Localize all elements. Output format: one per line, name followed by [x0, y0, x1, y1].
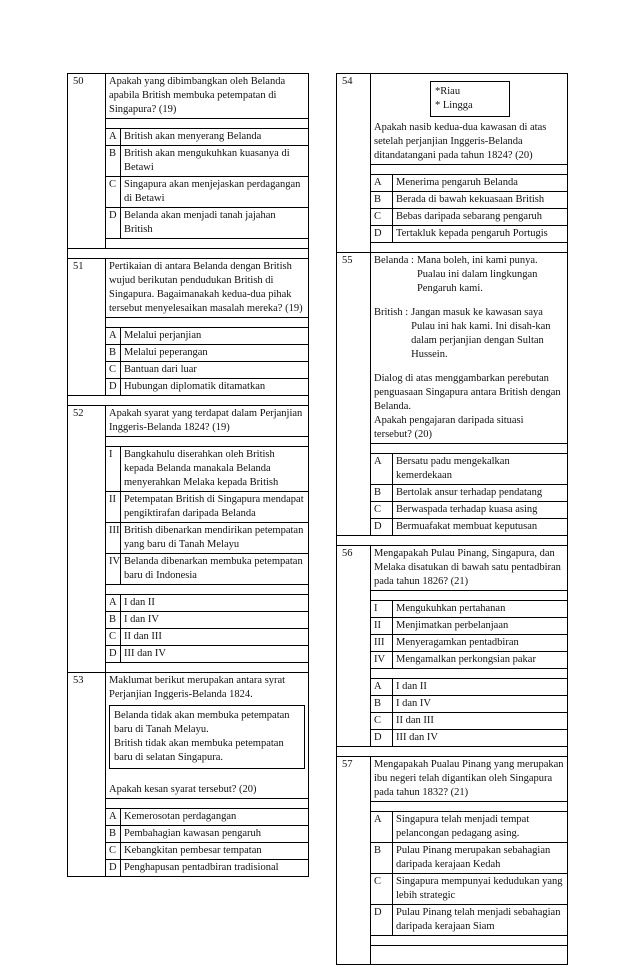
info-box [109, 705, 305, 769]
info-box-line: *Riau [435, 86, 461, 97]
option-text: Bebas daripada sebarang pengaruh [393, 209, 568, 226]
option-letter: C [106, 629, 121, 646]
option-row[interactable] [337, 874, 568, 905]
statement-row [337, 635, 568, 652]
separator-row [337, 536, 568, 546]
dialog-line [374, 306, 564, 362]
right-question-table [336, 73, 568, 965]
option-row[interactable] [337, 679, 568, 696]
question-stem-block [106, 673, 309, 799]
question-57-row [337, 757, 568, 802]
option-text: II dan III [121, 629, 309, 646]
question-prompt: Apakah kesan syarat tersebut? (20) [109, 784, 257, 795]
question-number: 53 [68, 673, 106, 877]
option-text: Belanda akan menjadi tanah jajahan British [121, 208, 309, 239]
left-question-column [67, 73, 309, 877]
option-letter: A [106, 809, 121, 826]
option-text: I dan II [393, 679, 568, 696]
statement-text: Mengamalkan perkongsian pakar [393, 652, 568, 669]
spacer-row [106, 799, 309, 809]
statement-row [337, 618, 568, 635]
option-letter: C [106, 362, 121, 379]
option-letter: C [371, 874, 393, 905]
spacer-row [106, 239, 309, 249]
option-text: II dan III [393, 713, 568, 730]
option-text: I dan IV [121, 612, 309, 629]
question-stem: Maklumat berikut merupakan antara syrat Perjanjian Inggeris-Belanda 1824. [109, 675, 286, 700]
option-text: Bertolak ansur terhadap pendatang [393, 485, 568, 502]
separator-row [337, 747, 568, 757]
statement-numeral: III [106, 523, 121, 554]
option-text: Pembahagian kawasan pengaruh [121, 826, 309, 843]
option-text: I dan IV [393, 696, 568, 713]
option-row[interactable] [337, 226, 568, 243]
question-number: 50 [68, 74, 106, 249]
info-box-line: British tidak akan membuka petempatan baru di selatan Singapura. [114, 738, 284, 763]
statement-text: Menyeragamkan pentadbiran [393, 635, 568, 652]
option-letter: B [106, 146, 121, 177]
option-letter: D [371, 519, 393, 536]
question-stem-block [371, 74, 568, 165]
option-letter: C [371, 209, 393, 226]
spacer-row [371, 591, 568, 601]
question-stem: Mengapakah Pulau Pinang, Singapura, dan Melaka disatukan di bawah satu pentadbiran pada tahun 1826? (21) [371, 546, 568, 591]
question-52-row [68, 406, 309, 437]
option-text: Tertakluk kepada pengaruh Portugis [393, 226, 568, 243]
option-letter: D [371, 730, 393, 747]
question-prompt: Apakah pengajaran daripada situasi tersebut? (20) [374, 415, 524, 440]
option-text: Singapura akan menjejaskan perdagangan di Betawi [121, 177, 309, 208]
option-row[interactable] [337, 209, 568, 226]
dialog-speech: Jangan masuk ke kawasan saya Pulau ini hak kami. Ini disah-kan dalam perjanjian dengan Sultan Hussein. [411, 307, 551, 360]
option-text: Pulau Pinang merupakan sebahagian daripada kerajaan Kedah [393, 843, 568, 874]
option-letter: A [371, 679, 393, 696]
info-box-line: Belanda tidak akan membuka petempatan baru di Tanah Melayu. [114, 710, 290, 735]
option-text: III dan IV [121, 646, 309, 663]
option-letter: C [106, 177, 121, 208]
option-letter: D [106, 208, 121, 239]
option-letter: B [371, 192, 393, 209]
option-text: III dan IV [393, 730, 568, 747]
option-letter: B [371, 485, 393, 502]
option-letter: A [371, 175, 393, 192]
option-text: Bersatu padu mengekalkan kemerdekaan [393, 454, 568, 485]
option-text: Bermuafakat membuat keputusan [393, 519, 568, 536]
info-box-line: * Lingga [435, 100, 473, 111]
option-text: Melalui perjanjian [121, 328, 309, 345]
option-text: Melalui peperangan [121, 345, 309, 362]
option-letter: C [106, 843, 121, 860]
separator-row [68, 396, 309, 406]
option-row[interactable] [337, 502, 568, 519]
option-letter: D [106, 860, 121, 877]
statement-text: Mengukuhkan pertahanan [393, 601, 568, 618]
option-letter: C [371, 502, 393, 519]
separator-row [68, 249, 309, 259]
statement-numeral: III [371, 635, 393, 652]
statement-text: British dibenarkan mendirikan petempatan yang baru di Tanah Melayu [121, 523, 309, 554]
statement-row [337, 652, 568, 669]
option-letter: A [371, 812, 393, 843]
option-row[interactable] [337, 519, 568, 536]
option-letter: D [106, 379, 121, 396]
statement-numeral: I [371, 601, 393, 618]
option-text: Pulau Pinang telah menjadi sebahagian daripada kerajaan Siam [393, 905, 568, 936]
option-row[interactable] [337, 843, 568, 874]
option-letter: D [371, 226, 393, 243]
dialog-speaker: British : [374, 307, 409, 318]
question-number: 54 [337, 74, 371, 253]
spacer-row [106, 585, 309, 595]
option-text: Kebangkitan pembesar tempatan [121, 843, 309, 860]
question-number: 55 [337, 253, 371, 536]
question-50-row [68, 74, 309, 119]
option-text: I dan II [121, 595, 309, 612]
question-number: 51 [68, 259, 106, 396]
option-text: Kemerosotan perdagangan [121, 809, 309, 826]
question-stem: Apakah syarat yang terdapat dalam Perjanjian Inggeris-Belanda 1824? (19) [106, 406, 309, 437]
question-stem: Apakah nasib kedua-dua kawasan di atas setelah perjanjian Inggeris-Belanda ditandatangani pada tahun 1824? (20) [374, 122, 547, 161]
dialog-speaker: Belanda : [374, 255, 414, 266]
option-text: Menerima pengaruh Belanda [393, 175, 568, 192]
option-text: Bantuan dari luar [121, 362, 309, 379]
option-text: Berwaspada terhadap kuasa asing [393, 502, 568, 519]
option-row[interactable] [337, 192, 568, 209]
option-letter: A [106, 129, 121, 146]
option-letter: B [106, 612, 121, 629]
option-row[interactable] [337, 175, 568, 192]
question-53-row [68, 673, 309, 799]
spacer-row [371, 444, 568, 454]
option-letter: C [371, 713, 393, 730]
spacer-row [371, 243, 568, 253]
option-letter: A [371, 454, 393, 485]
spacer-row [106, 318, 309, 328]
option-row[interactable] [337, 454, 568, 485]
statement-numeral: II [106, 492, 121, 523]
spacer-row [106, 663, 309, 673]
option-letter: B [371, 843, 393, 874]
dialog-speech: Mana boleh, ini kami punya. Pualau ini dalam lingkungan Pengaruh kami. [416, 255, 538, 294]
option-row[interactable] [337, 730, 568, 747]
statement-text: Bangkahulu diserahkan oleh British kepada Belanda manakala Belanda menyerahkan Melaka kepada British [121, 447, 309, 492]
question-55-row [337, 253, 568, 444]
statement-numeral: IV [106, 554, 121, 585]
option-letter: B [106, 826, 121, 843]
question-number: 52 [68, 406, 106, 673]
spacer-row [371, 669, 568, 679]
question-number: 56 [337, 546, 371, 747]
statement-numeral: I [106, 447, 121, 492]
question-stem: Dialog di atas menggambarkan perebutan penguasaan Singapura antara British dengan Belanda. [374, 373, 561, 412]
option-letter: D [371, 905, 393, 936]
dialog-line [374, 254, 564, 296]
question-stem: Mengapakah Pualau Pinang yang merupakan ibu negeri telah digantikan oleh Singapura pada tahun 1832? (21) [371, 757, 568, 802]
option-text: Berada di bawah kekuasaan British [393, 192, 568, 209]
option-letter: B [106, 345, 121, 362]
statement-text: Belanda dibenarkan membuka petempatan baru di Indonesia [121, 554, 309, 585]
question-stem: Pertikaian di antara Belanda dengan British wujud berikutan pendudukan British di Singapura. Bagaimanakah kedua-dua pihak tersebut menyelesaikan masalah mereka? (19) [106, 259, 309, 318]
option-row[interactable] [337, 812, 568, 843]
option-row[interactable] [337, 485, 568, 502]
spacer-row [371, 946, 568, 965]
spacer-row [106, 119, 309, 129]
question-number: 57 [337, 757, 371, 965]
spacer-row [106, 437, 309, 447]
option-letter: A [106, 328, 121, 345]
question-stem: Apakah yang dibimbangkan oleh Belanda apabila British membuka petempatan di Singapura? (19) [106, 74, 309, 119]
question-54-row [337, 74, 568, 165]
option-letter: D [106, 646, 121, 663]
left-question-table [67, 73, 309, 877]
option-row[interactable] [337, 905, 568, 936]
statement-row [337, 601, 568, 618]
option-row[interactable] [337, 713, 568, 730]
spacer-row [371, 936, 568, 946]
question-stem-block [371, 253, 568, 444]
statement-numeral: II [371, 618, 393, 635]
option-row[interactable] [337, 696, 568, 713]
option-text: Hubungan diplomatik ditamatkan [121, 379, 309, 396]
question-56-row [337, 546, 568, 591]
option-text: British akan mengukuhkan kuasanya di Betawi [121, 146, 309, 177]
question-51-row [68, 259, 309, 318]
spacer-row [371, 802, 568, 812]
statement-text: Petempatan British di Singapura mendapat pengiktirafan daripada Belanda [121, 492, 309, 523]
option-text: Singapura mempunyai kedudukan yang lebih strategic [393, 874, 568, 905]
option-text: British akan menyerang Belanda [121, 129, 309, 146]
info-box [430, 81, 510, 117]
right-question-column [336, 73, 568, 965]
spacer-row [371, 165, 568, 175]
statement-text: Menjimatkan perbelanjaan [393, 618, 568, 635]
statement-numeral: IV [371, 652, 393, 669]
option-text: Singapura telah menjadi tempat pelancongan pedagang asing. [393, 812, 568, 843]
option-text: Penghapusan pentadbiran tradisional [121, 860, 309, 877]
option-letter: A [106, 595, 121, 612]
option-letter: B [371, 696, 393, 713]
